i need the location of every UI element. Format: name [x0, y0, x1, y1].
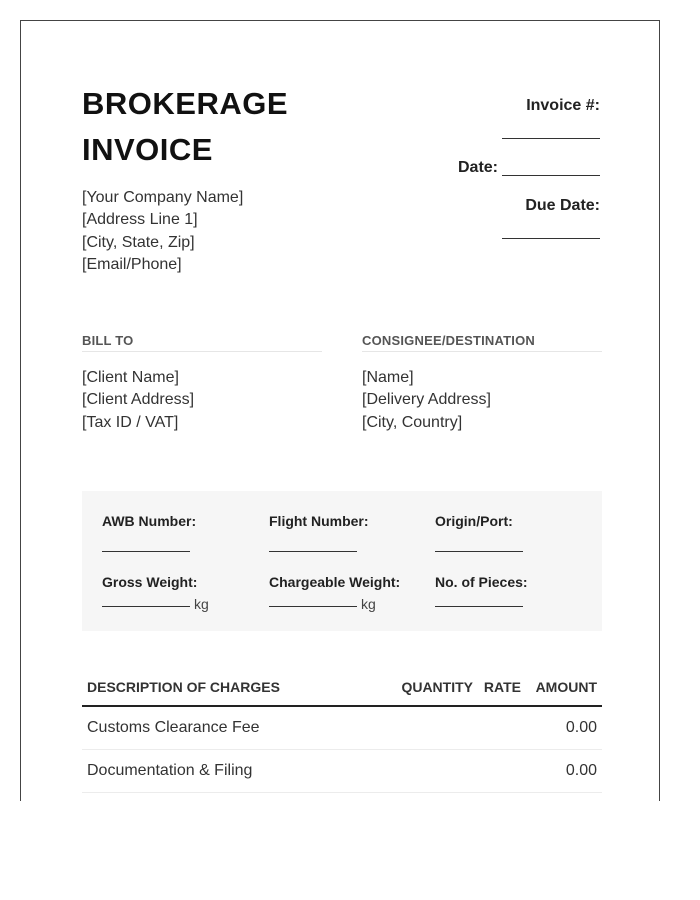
origin-port-label: Origin/Port:	[435, 513, 513, 529]
charges-header-row	[82, 671, 602, 706]
gross-weight-field-group	[102, 574, 262, 612]
chargeable-weight-unit: kg	[361, 596, 376, 612]
awb-number-field-group	[102, 513, 262, 555]
consignee-city-country: [City, Country]	[362, 413, 463, 431]
charge-amount: 0.00	[526, 750, 602, 793]
company-name: [Your Company Name]	[82, 189, 244, 206]
shipment-details	[82, 491, 602, 631]
consignee-block	[362, 367, 491, 434]
consignee-heading: CONSIGNEE/DESTINATION	[362, 333, 602, 352]
company-city-state-zip: [City, State, Zip]	[82, 233, 195, 251]
invoice-number-field[interactable]	[502, 137, 600, 139]
title-line-2: INVOICE	[82, 132, 213, 167]
flight-number-field-group	[269, 513, 429, 555]
col-quantity-header: QUANTITY	[390, 671, 478, 706]
client-address: [Client Address]	[82, 391, 195, 409]
table-row	[82, 706, 602, 750]
title-line-1: BROKERAGE	[82, 86, 289, 121]
chargeable-weight-label: Chargeable Weight:	[269, 574, 401, 590]
gross-weight-unit: kg	[194, 596, 209, 612]
bill-to-block	[82, 367, 194, 434]
charge-rate[interactable]	[478, 706, 526, 750]
charge-quantity[interactable]	[390, 706, 478, 750]
chargeable-weight-field-group	[269, 574, 429, 612]
charge-description: Customs Clearance Fee	[82, 706, 390, 750]
bill-to-heading: BILL TO	[82, 333, 322, 352]
company-address: [Address Line 1]	[82, 211, 198, 229]
charge-rate[interactable]	[478, 750, 526, 793]
col-rate-header: RATE	[478, 671, 526, 706]
invoice-number-label: Invoice #:	[526, 97, 600, 114]
date-label: Date:	[457, 159, 498, 176]
document-title	[82, 81, 342, 173]
awb-number-label: AWB Number:	[102, 513, 197, 529]
client-tax-id: [Tax ID / VAT]	[82, 413, 179, 431]
client-name: [Client Name]	[82, 369, 179, 386]
pieces-field-group	[435, 574, 595, 610]
gross-weight-label: Gross Weight:	[102, 574, 198, 590]
gross-weight-field[interactable]	[102, 605, 190, 607]
invoice-page	[20, 20, 660, 801]
charge-quantity[interactable]	[390, 750, 478, 793]
company-info	[82, 187, 243, 276]
col-amount-header: AMOUNT	[526, 671, 602, 706]
charge-amount: 0.00	[526, 706, 602, 750]
origin-port-field[interactable]	[435, 550, 523, 552]
consignee-name: [Name]	[362, 369, 414, 386]
flight-number-label: Flight Number:	[269, 513, 369, 529]
table-row	[82, 750, 602, 793]
pieces-label: No. of Pieces:	[435, 574, 528, 590]
origin-port-field-group	[435, 513, 595, 555]
col-description-header: DESCRIPTION OF CHARGES	[82, 671, 390, 706]
flight-number-field[interactable]	[269, 550, 357, 552]
charge-description: Documentation & Filing	[82, 750, 390, 793]
pieces-field[interactable]	[435, 605, 523, 607]
charges-table	[82, 671, 602, 793]
consignee-delivery-address: [Delivery Address]	[362, 391, 491, 409]
due-date-label: Due Date:	[525, 197, 600, 214]
due-date-field[interactable]	[502, 237, 600, 239]
company-email-phone: [Email/Phone]	[82, 255, 182, 273]
date-field[interactable]	[502, 174, 600, 176]
chargeable-weight-field[interactable]	[269, 605, 357, 607]
awb-number-field[interactable]	[102, 550, 190, 552]
